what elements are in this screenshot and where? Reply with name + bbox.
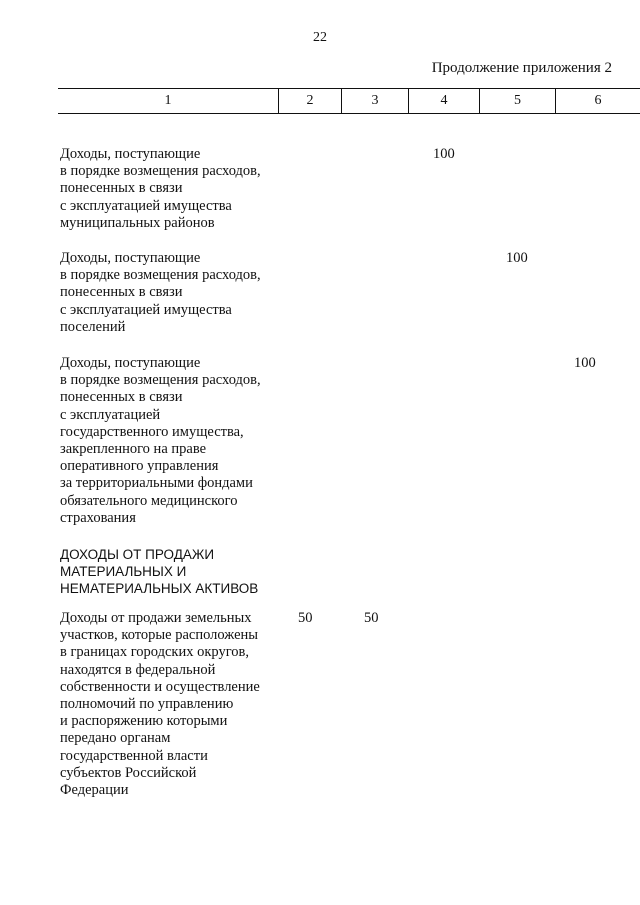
column-header-1: 1 [164, 93, 172, 108]
row-value-col2: 50 [298, 610, 313, 626]
table-row [60, 355, 640, 527]
row-description: Доходы от продажи земельных участков, которые расположены в границах городских округов, находятся в федеральной собственности и осуществление полномочий по управлению и распоряжению которыми передано органам государственной власти субъектов Российской Федерации [60, 610, 260, 799]
row-value-col6: 100 [574, 355, 596, 371]
row-description: Доходы, поступающие в порядке возмещения расходов, понесенных в связи с эксплуатацией имущества муниципальных районов [60, 146, 261, 231]
section-title: ДОХОДЫ ОТ ПРОДАЖИ МАТЕРИАЛЬНЫХ И НЕМАТЕРИАЛЬНЫХ АКТИВОВ [60, 547, 259, 596]
column-header-3: 3 [341, 89, 408, 113]
column-header-6: 6 [555, 89, 640, 113]
table-header [58, 88, 640, 114]
column-header-4: 4 [408, 89, 479, 113]
row-description: Доходы, поступающие в порядке возмещения расходов, понесенных в связи с эксплуатацией имущества поселений [60, 250, 261, 335]
table-row [60, 610, 640, 799]
column-header-5: 5 [479, 89, 555, 113]
table-row [60, 146, 640, 232]
page-number: 22 [313, 30, 327, 45]
row-value-col4: 100 [433, 146, 455, 162]
column-header-2: 2 [278, 89, 341, 113]
row-value-col5: 100 [506, 250, 528, 266]
row-value-col3: 50 [364, 610, 379, 626]
continuation-note: Продолжение приложения 2 [431, 60, 612, 76]
table-row [60, 250, 640, 336]
row-description: Доходы, поступающие в порядке возмещения расходов, понесенных в связи с эксплуатацией государственного имущества, закрепленного на праве оперативного управления за территориальными фондами обязательного медицинского страхования [60, 355, 261, 526]
